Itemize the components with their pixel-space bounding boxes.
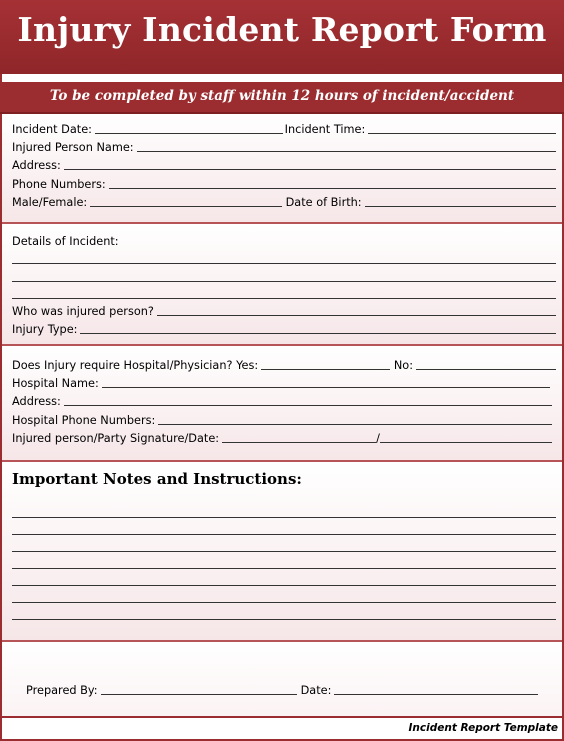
notes-line-1 [12,504,556,520]
incident-time-label: Incident Time: [284,123,366,136]
row-injury-type [12,320,556,336]
details-line-2 [12,268,556,284]
notes-field-3[interactable] [12,540,556,552]
hospital-phone-field[interactable] [158,413,552,425]
notes-field-7[interactable] [12,608,556,620]
hospital-name-label: Hospital Name: [12,377,99,390]
hospital-yes-field[interactable] [261,358,390,370]
phone-numbers-field[interactable] [109,177,556,189]
section-notes [2,462,562,642]
row-who-injured [12,302,556,318]
address-label: Address: [12,159,61,172]
male-female-label: Male/Female: [12,196,88,209]
notes-field-5[interactable] [12,574,556,586]
notes-line-4 [12,555,556,571]
injured-person-name-label: Injured Person Name: [12,141,134,154]
address-field[interactable] [64,158,556,170]
date-of-birth-field[interactable] [365,195,556,207]
signature-date-field[interactable] [380,431,552,443]
signature-date-label: Injured person/Party Signature/Date: [12,432,220,445]
details-label: Details of Incident: [12,235,119,248]
prepared-date-field[interactable] [334,683,538,695]
notes-line-3 [12,538,556,554]
row-hospital-address [12,392,556,408]
section-incident-details [2,224,562,346]
details-field-3[interactable] [12,287,556,299]
details-field-1[interactable] [12,252,556,264]
details-field-2[interactable] [12,270,556,282]
hospital-address-label: Address: [12,395,61,408]
section-hospital [2,346,562,462]
hospital-no-field[interactable] [416,358,556,370]
details-line-1 [12,250,556,266]
prepared-by-field[interactable] [101,683,297,695]
incident-time-field[interactable] [368,122,556,134]
who-injured-field[interactable] [157,304,556,316]
injured-person-name-field[interactable] [137,140,556,152]
male-female-field[interactable] [90,195,281,207]
page-title: Injury Incident Report Form [17,10,547,49]
notes-line-5 [12,572,556,588]
hospital-required-label: Does Injury require Hospital/Physician? Yes: [12,359,259,372]
page-subtitle: To be completed by staff within 12 hours of incident/accident [49,88,515,104]
hospital-name-field[interactable] [102,376,550,388]
prepared-date-label: Date: [300,684,332,697]
section-prepared-by [2,642,562,718]
signature-field[interactable] [222,431,376,443]
title-banner [0,0,564,74]
row-hospital-name [12,374,556,390]
notes-title: Important Notes and Instructions: [12,470,302,488]
incident-date-field[interactable] [95,122,283,134]
row-hospital-phone [12,411,556,427]
hospital-phone-label: Hospital Phone Numbers: [12,414,156,427]
row-injured-person-name [12,138,556,154]
template-caption: Incident Report Template [408,722,558,734]
notes-line-7 [12,606,556,622]
section-incident-info [2,114,562,224]
notes-field-6[interactable] [12,591,556,603]
injury-type-field[interactable] [80,322,556,334]
hospital-no-label: No: [393,359,413,372]
phone-numbers-label: Phone Numbers: [12,178,106,191]
notes-field-4[interactable] [12,557,556,569]
notes-field-1[interactable] [12,506,556,518]
hospital-address-field[interactable] [64,394,552,406]
date-of-birth-label: Date of Birth: [285,196,362,209]
row-details-label [12,232,556,248]
notes-field-2[interactable] [12,523,556,535]
row-sex-dob [12,193,556,209]
row-hospital-required [12,356,556,372]
who-injured-label: Who was injured person? [12,305,154,318]
incident-date-label: Incident Date: [12,123,92,136]
injury-type-label: Injury Type: [12,323,78,336]
notes-line-2 [12,521,556,537]
signature-slash: / [376,432,380,445]
prepared-by-label: Prepared By: [26,684,98,697]
row-address [12,156,556,172]
row-prepared-by [26,681,538,697]
details-line-3 [12,285,556,301]
notes-line-6 [12,589,556,605]
row-incident-date-time [12,120,556,136]
row-signature-date [12,429,556,445]
row-phone-numbers [12,175,556,191]
subtitle-band [0,82,564,114]
